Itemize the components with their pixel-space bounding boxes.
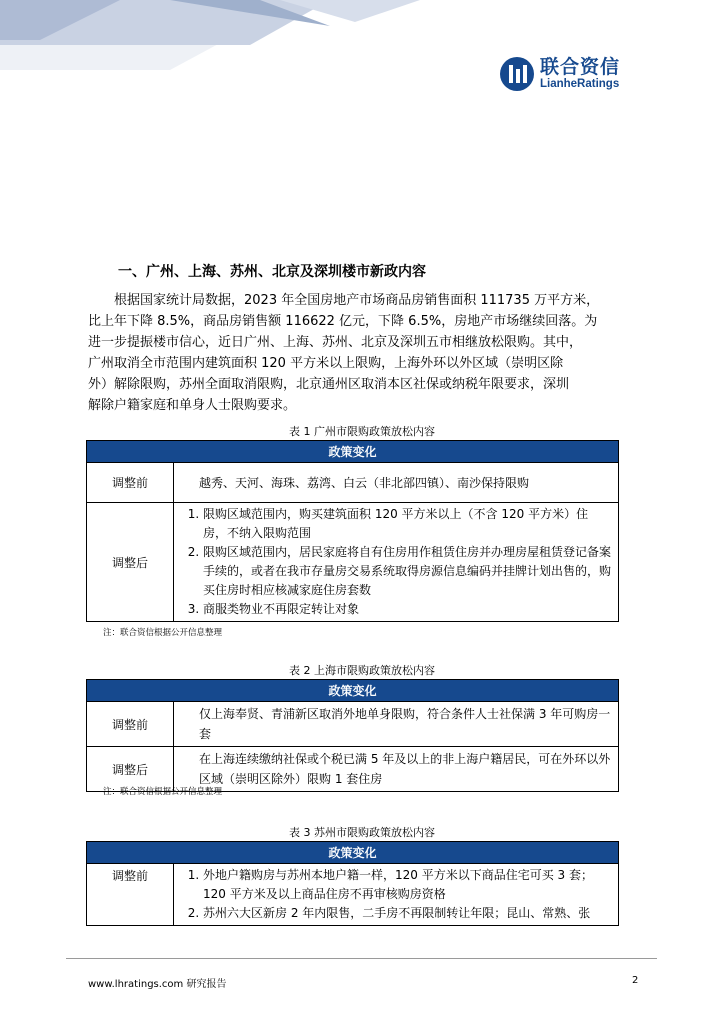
table2-caption: 表 2 上海市限购政策放松内容 bbox=[289, 664, 435, 677]
table1-after-label: 调整后 bbox=[87, 503, 174, 622]
paragraph-line: 根据国家统计局数据，2023 年全国房地产市场商品房销售面积 111735 万平方米， bbox=[114, 293, 600, 308]
table2-header: 政策变化 bbox=[87, 680, 619, 702]
table1-header: 政策变化 bbox=[87, 441, 619, 463]
list-item: 1. 外地户籍购房与苏州本地户籍一样，120 平方米以下商品住宅可买 3 套；120 平方米及以上商品住房不再审核购房资格 bbox=[203, 866, 612, 904]
table1-before-label: 调整前 bbox=[87, 463, 174, 503]
suzhou-policy-table bbox=[86, 841, 619, 926]
brand-name-en: LianheRatings bbox=[540, 78, 620, 90]
brand-logo bbox=[500, 56, 620, 91]
list-item: 2. 苏州六大区新房 2 年内限售，二手房不再限制转让年限；昆山、常熟、张 bbox=[203, 904, 612, 923]
table3-before-label: 调整前 bbox=[87, 864, 174, 926]
list-item: 3. 商服类物业不再限定转让对象 bbox=[203, 600, 612, 619]
paragraph-line: 外）解除限购，苏州全面取消限购，北京通州区取消本区社保或纳税年限要求，深圳 bbox=[88, 377, 570, 392]
table1-before-text: 越秀、天河、海珠、荔湾、白云（非北部四镇）、南沙保持限购 bbox=[174, 463, 619, 503]
footer-site: www.lhratings.com 研究报告 bbox=[88, 979, 227, 990]
brand-mark-icon bbox=[500, 57, 534, 91]
table2-after-label: 调整后 bbox=[87, 747, 174, 792]
paragraph-line: 进一步提振楼市信心，近日广州、上海、苏州、北京及深圳五市相继放松限购。其中， bbox=[88, 335, 583, 350]
footer-divider bbox=[66, 958, 657, 959]
table2-note: 注：联合资信根据公开信息整理 bbox=[103, 787, 223, 797]
brand-name-cn: 联合资信 bbox=[540, 56, 621, 78]
table1-after-list bbox=[180, 505, 612, 619]
table1-note: 注：联合资信根据公开信息整理 bbox=[103, 628, 223, 638]
table1-caption: 表 1 广州市限购政策放松内容 bbox=[289, 425, 435, 438]
table2-before-text: 仅上海奉贤、青浦新区取消外地单身限购，符合条件人士社保满 3 年可购房一套 bbox=[174, 702, 619, 747]
paragraph-line: 比上年下降 8.5%，商品房销售额 116622 亿元，下降 6.5%，房地产市场继续回落。为 bbox=[88, 314, 598, 329]
table3-caption: 表 3 苏州市限购政策放松内容 bbox=[289, 826, 435, 839]
table3-header: 政策变化 bbox=[87, 842, 619, 864]
paragraph-line: 广州取消全市范围内建筑面积 120 平方米以上限购，上海外环以外区域（崇明区除 bbox=[88, 356, 564, 371]
shanghai-policy-table bbox=[86, 679, 619, 792]
intro-paragraph bbox=[88, 290, 636, 416]
guangzhou-policy-table bbox=[86, 440, 619, 622]
table2-after-text: 在上海连续缴纳社保或个税已满 5 年及以上的非上海户籍居民，可在外环以外区域（崇明区除外）限购 1 套住房 bbox=[174, 747, 619, 792]
table3-before-list bbox=[180, 866, 612, 923]
list-item: 2. 限购区域范围内，居民家庭将自有住房用作租赁住房并办理房屋租赁登记备案手续的，或者在我市存量房交易系统取得房源信息编码并挂牌计划出售的，购买住房时相应核减家庭住房套数 bbox=[203, 543, 612, 600]
page-number: 2 bbox=[632, 975, 639, 986]
list-item: 1. 限购区域范围内，购买建筑面积 120 平方米以上（不含 120 平方米）住房，不纳入限购范围 bbox=[203, 505, 612, 543]
paragraph-line: 解除户籍家庭和单身人士限购要求。 bbox=[88, 398, 297, 413]
section-heading: 一、广州、上海、苏州、北京及深圳楼市新政内容 bbox=[118, 264, 426, 280]
table2-before-label: 调整前 bbox=[87, 702, 174, 747]
